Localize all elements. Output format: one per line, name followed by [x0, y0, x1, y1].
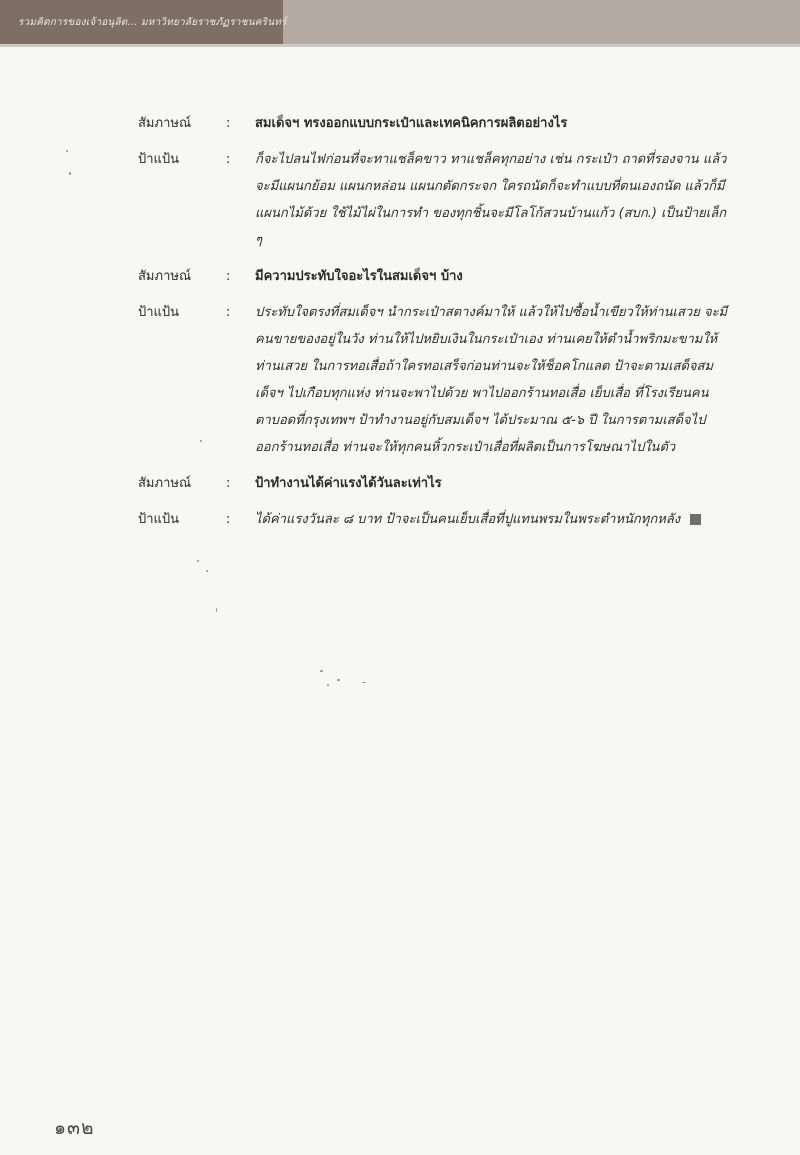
- page-number: ๑๓๒: [54, 1117, 95, 1139]
- interview-answer: [138, 299, 728, 461]
- speaker-colon: :: [226, 116, 231, 131]
- scan-speck: [362, 682, 366, 683]
- running-header-text: รวมคิดการของเจ้าอนุลิต... มหาวิทยาลัยราชภัฏราชนครินทร์: [18, 16, 287, 28]
- scan-speck: [69, 172, 71, 175]
- end-of-article-square-icon: [690, 514, 701, 525]
- speaker-label: สัมภาษณ์: [138, 116, 192, 131]
- speaker-colon: :: [226, 152, 231, 167]
- speaker-label: สัมภาษณ์: [138, 269, 192, 284]
- answer-text-final: [255, 506, 728, 533]
- speaker-label: ป้าแป้น: [138, 305, 180, 320]
- speaker-label: สัมภาษณ์: [138, 476, 192, 491]
- interview-question: [138, 110, 728, 137]
- interview-answer: [138, 146, 728, 254]
- interview-transcript: [138, 110, 728, 542]
- speaker-colon: :: [226, 269, 231, 284]
- scan-speck: [320, 670, 323, 672]
- question-text: มีความประทับใจอะไรในสมเด็จฯ บ้าง: [255, 269, 463, 284]
- scan-speck: [66, 150, 68, 152]
- scan-speck: [197, 560, 199, 562]
- speaker-label: ป้าแป้น: [138, 152, 180, 167]
- interview-question: [138, 470, 728, 497]
- speaker-colon: :: [226, 305, 231, 320]
- question-text: ป้าทำงานได้ค่าแรงได้วันละเท่าไร: [255, 476, 442, 491]
- answer-text: ก็จะไปลนไฟก่อนที่จะทาแชล็คขาว ทาแชล็คทุกอย่าง เช่น กระเป๋า ถาดที่รองจาน แล้วจะมีแผนกย้อม แผนกหล่อน แผนกตัดกระจก ใครถนัดก็จะทำแบบที่ตนเองถนัด แล้วก็มีแผนกไม้ด้วย ใช้ไม้ไผ่ในการทำ ของทุกชิ้นจะมีโลโก้สวนบ้านแก้ว (สบก.) เป็นป้ายเล็ก ๆ: [255, 152, 727, 248]
- answer-text: ประทับใจตรงที่สมเด็จฯ นำกระเป๋าสตางค์มาให้ แล้วให้ไปซื้อน้ำเขียวให้ท่านเสวย จะมีคนขายของอยู่ในวัง ท่านให้ไปหยิบเงินในกระเป๋าเอง ท่านเคยให้ตำน้ำพริกมะขามให้ท่านเสวย ในการทอเสื่อถ้าใครทอเสร็จก่อนท่านจะให้ช็อคโกแลต ป้าจะตามเสด็จสมเด็จฯ ไปเกือบทุกแห่ง ท่านจะพาไปด้วย พาไปออกร้านทอเสื่อ เย็บเสื่อ ที่โรงเรียนคนตาบอดที่กรุงเทพฯ ป้าทำงานอยู่กับสมเด็จฯ ได้ประมาณ ๕-๖ ปี ในการตามเสด็จไปออกร้านทอเสื่อ ท่านจะให้ทุกคนหิ้วกระเป๋าเสื่อที่ผลิตเป็นการโฆษณาไปในตัว: [255, 305, 728, 455]
- running-header: [0, 0, 287, 44]
- question-text: สมเด็จฯ ทรงออกแบบกระเป๋าและเทคนิคการผลิตอย่างไร: [255, 116, 568, 131]
- scan-speck: [200, 440, 202, 442]
- scan-speck: [327, 684, 329, 686]
- speaker-colon: :: [226, 512, 231, 527]
- speaker-label: ป้าแป้น: [138, 512, 180, 527]
- scan-speck: [337, 679, 340, 681]
- scan-speck: [216, 608, 217, 612]
- answer-text: ได้ค่าแรงวันละ ๘ บาท ป้าจะเป็นคนเย็บเสื่อที่ปูแทนพรมในพระตำหนักทุกหลัง: [255, 512, 681, 527]
- speaker-colon: :: [226, 476, 231, 491]
- interview-question: [138, 263, 728, 290]
- interview-answer: [138, 506, 728, 533]
- header-accent-line: [0, 44, 800, 47]
- scan-speck: [206, 570, 208, 572]
